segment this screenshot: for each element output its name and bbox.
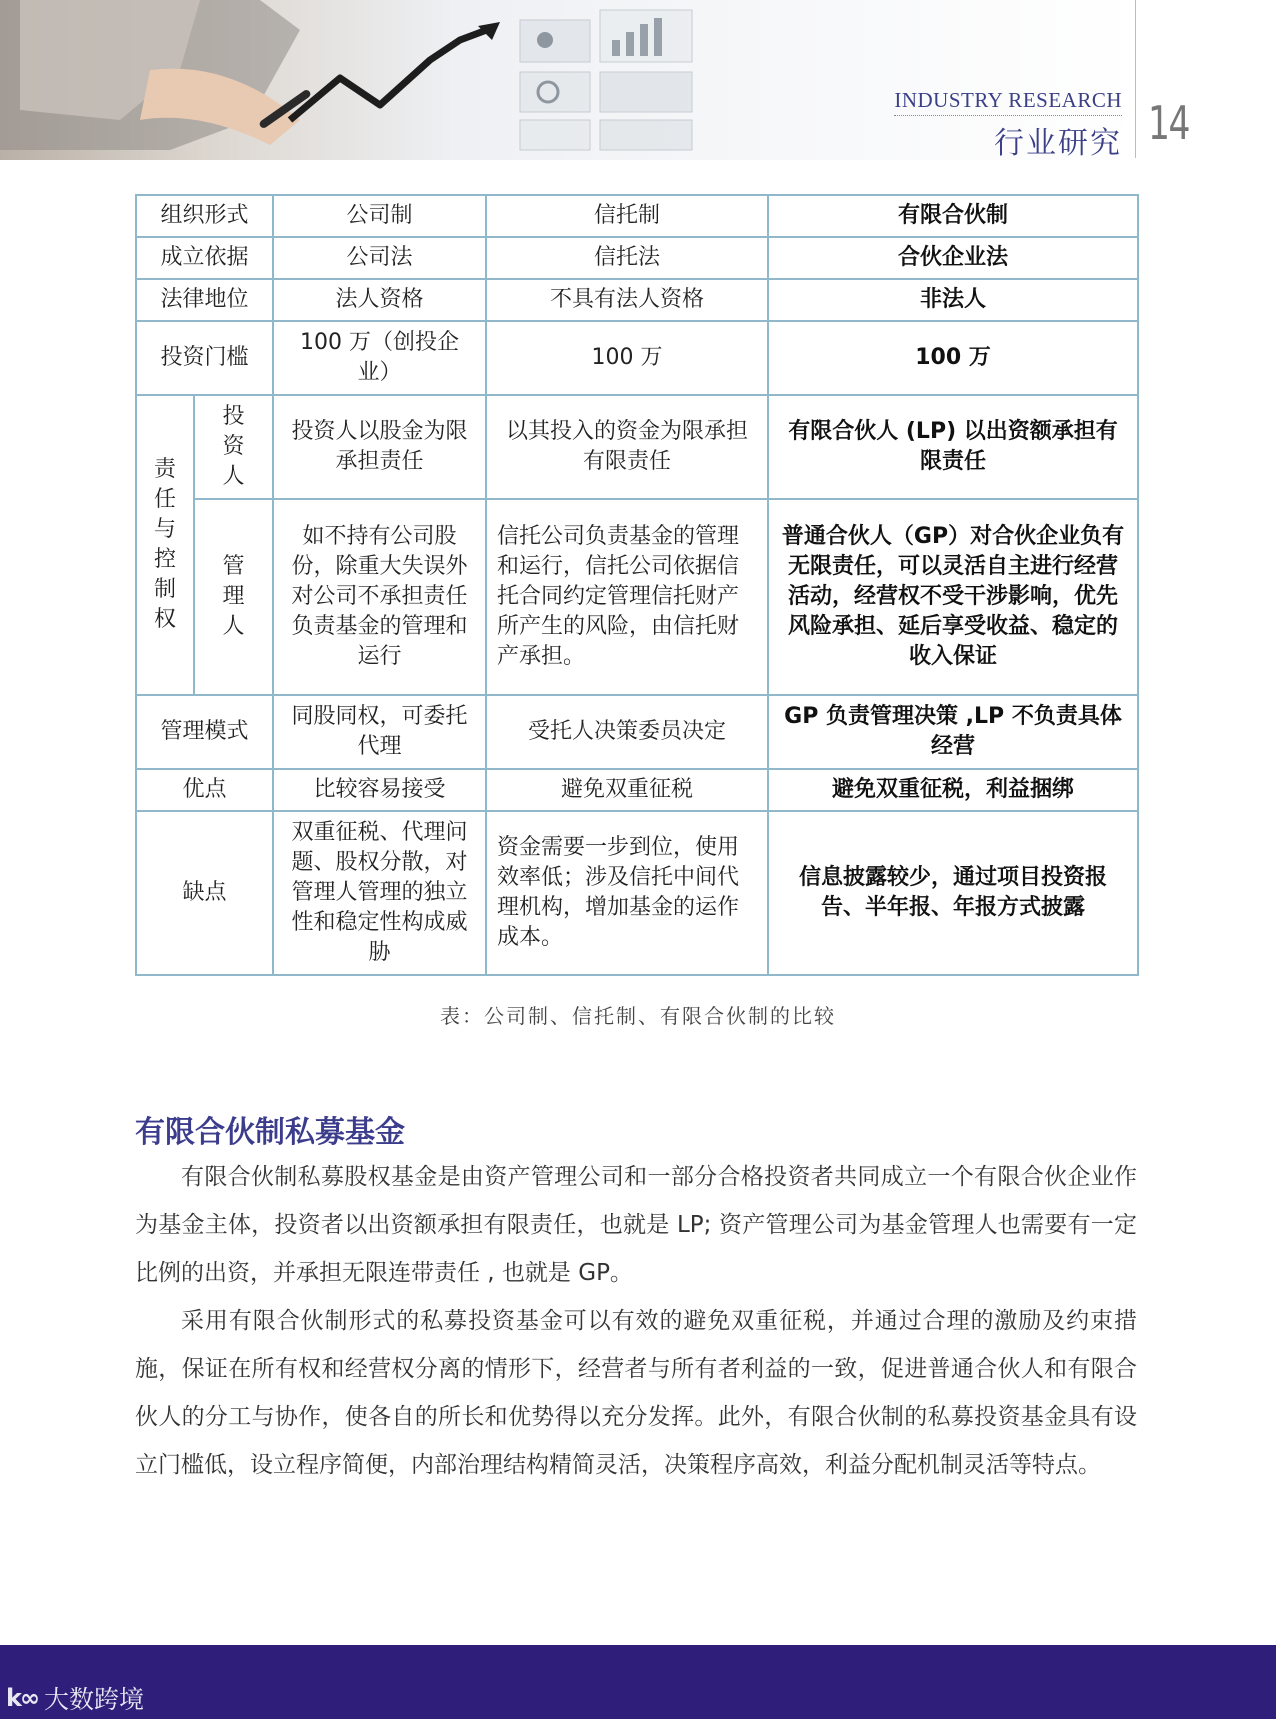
cell-company: 如不持有公司股份，除重大失误外对公司不承担责任负责基金的管理和运行 (273, 499, 486, 695)
cell-company: 100 万（创投企业） (273, 321, 486, 395)
cell-trust: 资金需要一步到位，使用效率低；涉及信托中间代理机构，增加基金的运作成本。 (486, 811, 768, 975)
cell-trust: 信托法 (486, 237, 768, 279)
row-label: 投资门槛 (136, 321, 273, 395)
section-title-cn: 行业研究 (994, 126, 1122, 161)
table-row (136, 321, 1138, 395)
cell-lp: 普通合伙人（GP）对合伙企业负有无限责任，可以灵活自主进行经营活动，经营权不受干涉影响，优先风险承担、延后享受收益、稳定的收入保证 (768, 499, 1138, 695)
cell-lp: 合伙企业法 (768, 237, 1138, 279)
cell-lp: 有限合伙人 (LP) 以出资额承担有限责任 (768, 395, 1138, 499)
cell-company: 双重征税、代理问题、股权分散，对管理人管理的独立性和稳定性构成威胁 (273, 811, 486, 975)
table-row (136, 195, 1138, 237)
article-title: 有限合伙制私募基金 (135, 1115, 405, 1150)
table-row (136, 769, 1138, 811)
footer-bar (0, 1645, 1276, 1719)
header-divider (1135, 0, 1136, 158)
article-body (135, 1153, 1137, 1489)
cell-trust: 以其投入的资金为限承担有限责任 (486, 395, 768, 499)
row-label: 缺点 (136, 811, 273, 975)
cell-company: 投资人以股金为限承担责任 (273, 395, 486, 499)
cell-lp: 100 万 (768, 321, 1138, 395)
row-label: 管理模式 (136, 695, 273, 769)
row-label: 成立依据 (136, 237, 273, 279)
brand-name: 大数跨境 (43, 1685, 144, 1714)
cell-trust: 100 万 (486, 321, 768, 395)
footer-brand (6, 1680, 144, 1716)
cell-trust: 受托人决策委员决定 (486, 695, 768, 769)
responsibility-label: 责任与控制权 (136, 395, 194, 695)
cell-lp: 信息披露较少，通过项目投资报告、半年报、年报方式披露 (768, 811, 1138, 975)
brand-logo-icon: k∞ (6, 1684, 38, 1712)
table-row (136, 279, 1138, 321)
comparison-table (135, 194, 1139, 976)
row-label: 组织形式 (136, 195, 273, 237)
article-paragraph: 采用有限合伙制形式的私募投资基金可以有效的避免双重征税，并通过合理的激励及约束措施，保证在所有权和经营权分离的情形下，经营者与所有者利益的一致，促进普通合伙人和有限合伙人的分工与协作，使各自的所长和优势得以充分发挥。此外，有限合伙制的私募投资基金具有设立门槛低，设立程序简便，内部治理结构精简灵活，决策程序高效，利益分配机制灵活等特点。 (135, 1308, 1137, 1478)
manager-label: 管理人 (194, 499, 273, 695)
row-label: 法律地位 (136, 279, 273, 321)
article-paragraph: 有限合伙制私募股权基金是由资产管理公司和一部分合格投资者共同成立一个有限合伙企业作为基金主体，投资者以出资额承担有限责任，也就是 LP; 资产管理公司为基金管理人也需要有一定比例的出资，并承担无限连带责任 , 也就是 GP。 (135, 1164, 1137, 1286)
cell-company: 比较容易接受 (273, 769, 486, 811)
cell-lp: GP 负责管理决策 ,LP 不负责具体经营 (768, 695, 1138, 769)
cell-lp: 非法人 (768, 279, 1138, 321)
table-caption: 表：公司制、信托制、有限合伙制的比较 (440, 1004, 836, 1028)
table-row (136, 695, 1138, 769)
cell-trust: 信托公司负责基金的管理和运行，信托公司依据信托合同约定管理信托财产所产生的风险，由信托财产承担。 (486, 499, 768, 695)
cell-trust: 不具有法人资格 (486, 279, 768, 321)
row-label: 优点 (136, 769, 273, 811)
page-number: 14 (1148, 96, 1189, 150)
section-header (852, 88, 1122, 162)
cell-company: 公司制 (273, 195, 486, 237)
cell-trust: 信托制 (486, 195, 768, 237)
table-row (136, 499, 1138, 695)
cell-lp: 避免双重征税，利益捆绑 (768, 769, 1138, 811)
cell-trust: 避免双重征税 (486, 769, 768, 811)
table-row (136, 811, 1138, 975)
cell-company: 公司法 (273, 237, 486, 279)
cell-lp: 有限合伙制 (768, 195, 1138, 237)
cell-company: 同股同权，可委托代理 (273, 695, 486, 769)
table-row (136, 395, 1138, 499)
cell-company: 法人资格 (273, 279, 486, 321)
investor-label: 投资人 (194, 395, 273, 499)
section-title-en: INDUSTRY RESEARCH (894, 88, 1122, 116)
table-row (136, 237, 1138, 279)
